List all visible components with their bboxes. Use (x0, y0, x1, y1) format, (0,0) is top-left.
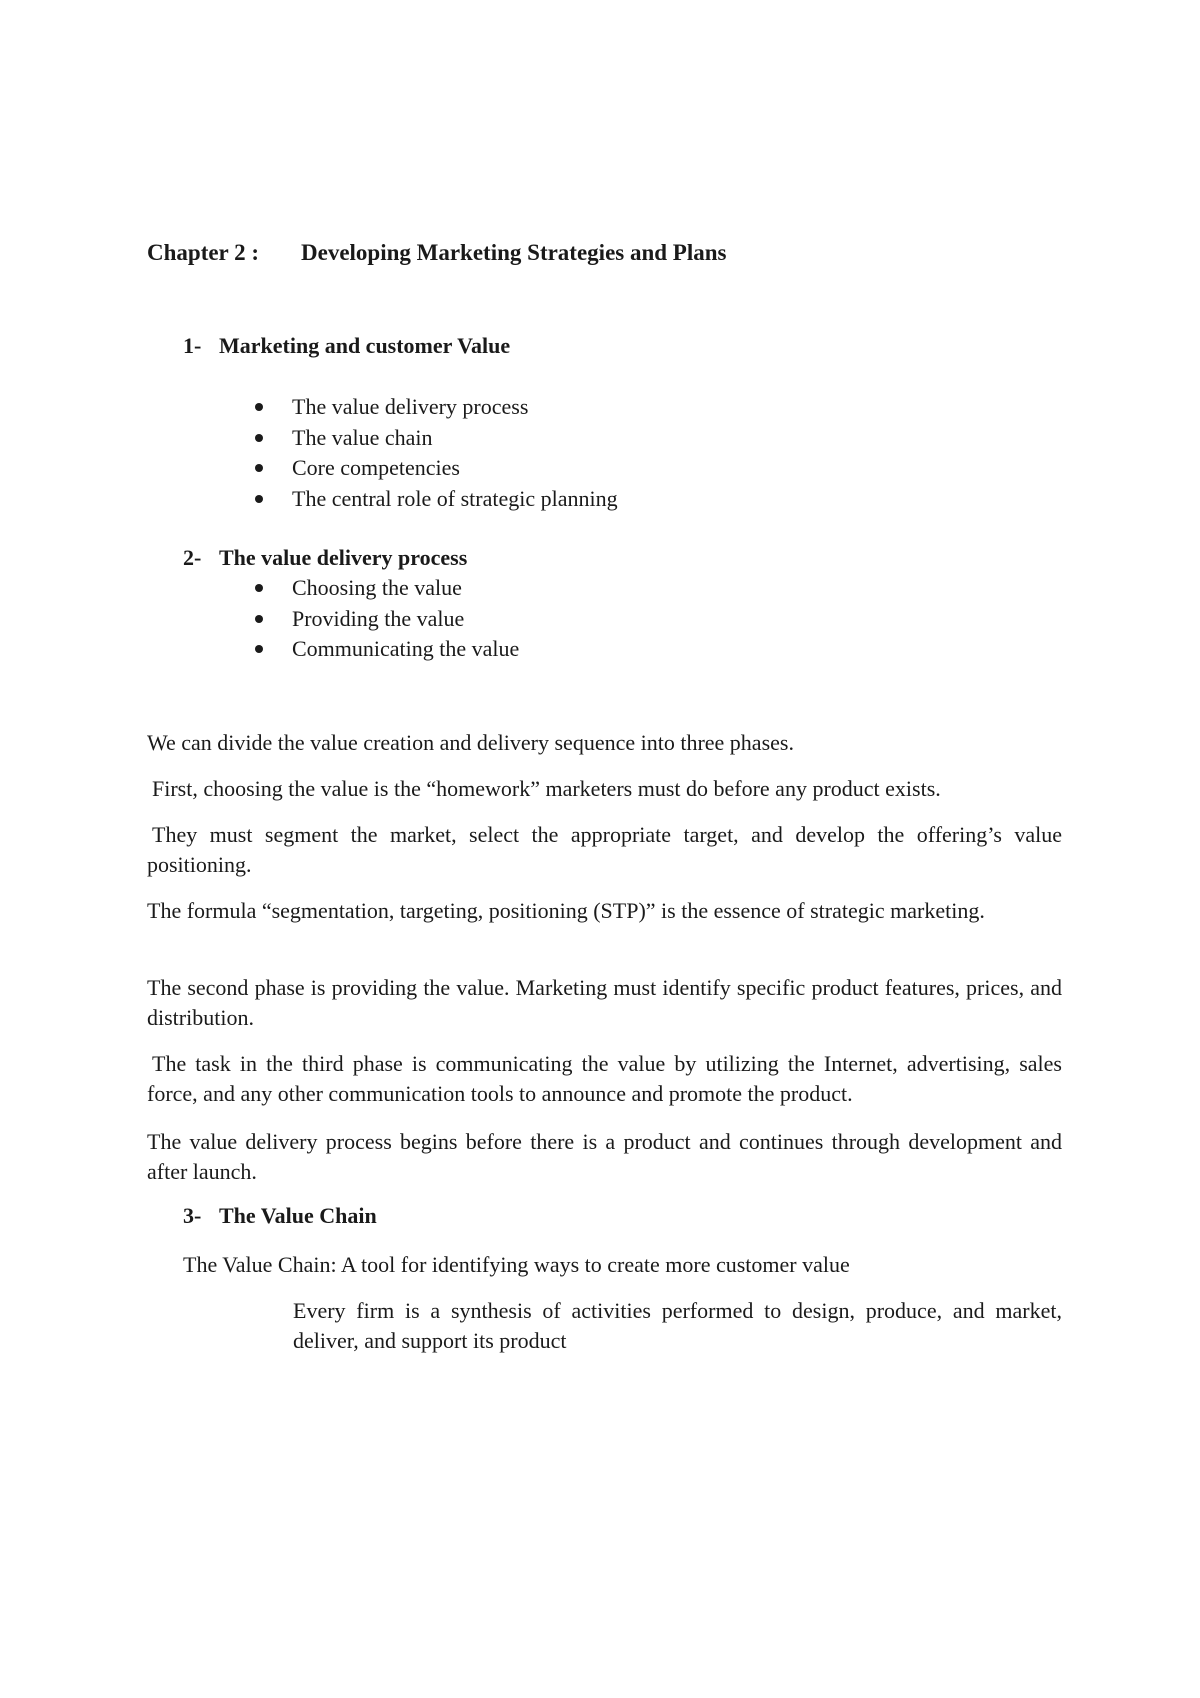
bullet-icon (255, 403, 263, 411)
list-item: The central role of strategic planning (255, 484, 618, 515)
section-1-number: 1- (183, 333, 202, 358)
chapter-title: Developing Marketing Strategies and Plans (301, 240, 727, 265)
bullet-icon (255, 615, 263, 623)
section-2-heading (183, 545, 467, 571)
paragraph-stp: The formula “segmentation, targeting, positioning (STP)” is the essence of strategic marketing. (147, 898, 985, 923)
paragraph-second-phase: The second phase is providing the value. Marketing must identify specific product features, prices, and distribution. (147, 975, 1062, 1030)
section-1-list (255, 392, 618, 514)
value-chain-definition: Every firm is a synthesis of activities performed to design, produce, and market, deliver, and support its product (293, 1298, 1062, 1353)
list-item: Providing the value (255, 604, 519, 635)
bullet-icon (255, 434, 263, 442)
paragraph-third-phase: The task in the third phase is communicating the value by utilizing the Internet, advertising, sales force, and any other communication tools to announce and promote the product. (147, 1051, 1062, 1106)
section-3-title: The Value Chain (219, 1203, 377, 1228)
list-item: Core competencies (255, 453, 618, 484)
section-3-number: 3- (183, 1203, 202, 1228)
bullet-icon (255, 495, 263, 503)
section-3-heading (183, 1203, 377, 1229)
bullet-icon (255, 464, 263, 472)
paragraph-phases: We can divide the value creation and delivery sequence into three phases. (147, 730, 794, 755)
section-1-title: Marketing and customer Value (219, 333, 511, 358)
paragraph-delivery-process: The value delivery process begins before there is a product and continues through development and after launch. (147, 1129, 1062, 1184)
list-item: Choosing the value (255, 573, 519, 604)
value-chain-subtitle: The Value Chain: A tool for identifying ways to create more customer value (183, 1252, 850, 1277)
paragraph-segment: They must segment the market, select the appropriate target, and develop the offering’s value positioning. (147, 822, 1062, 877)
bullet-icon (255, 584, 263, 592)
section-1-heading (183, 333, 510, 359)
bullet-icon (255, 645, 263, 653)
section-2-list (255, 573, 519, 665)
chapter-number: Chapter 2 : (147, 240, 260, 265)
section-2-title: The value delivery process (219, 545, 468, 570)
list-item: The value chain (255, 423, 618, 454)
section-2-number: 2- (183, 545, 202, 570)
chapter-heading (147, 240, 727, 266)
list-item: Communicating the value (255, 634, 519, 665)
list-item: The value delivery process (255, 392, 618, 423)
paragraph-first-phase: First, choosing the value is the “homework” marketers must do before any product exists. (152, 776, 941, 801)
